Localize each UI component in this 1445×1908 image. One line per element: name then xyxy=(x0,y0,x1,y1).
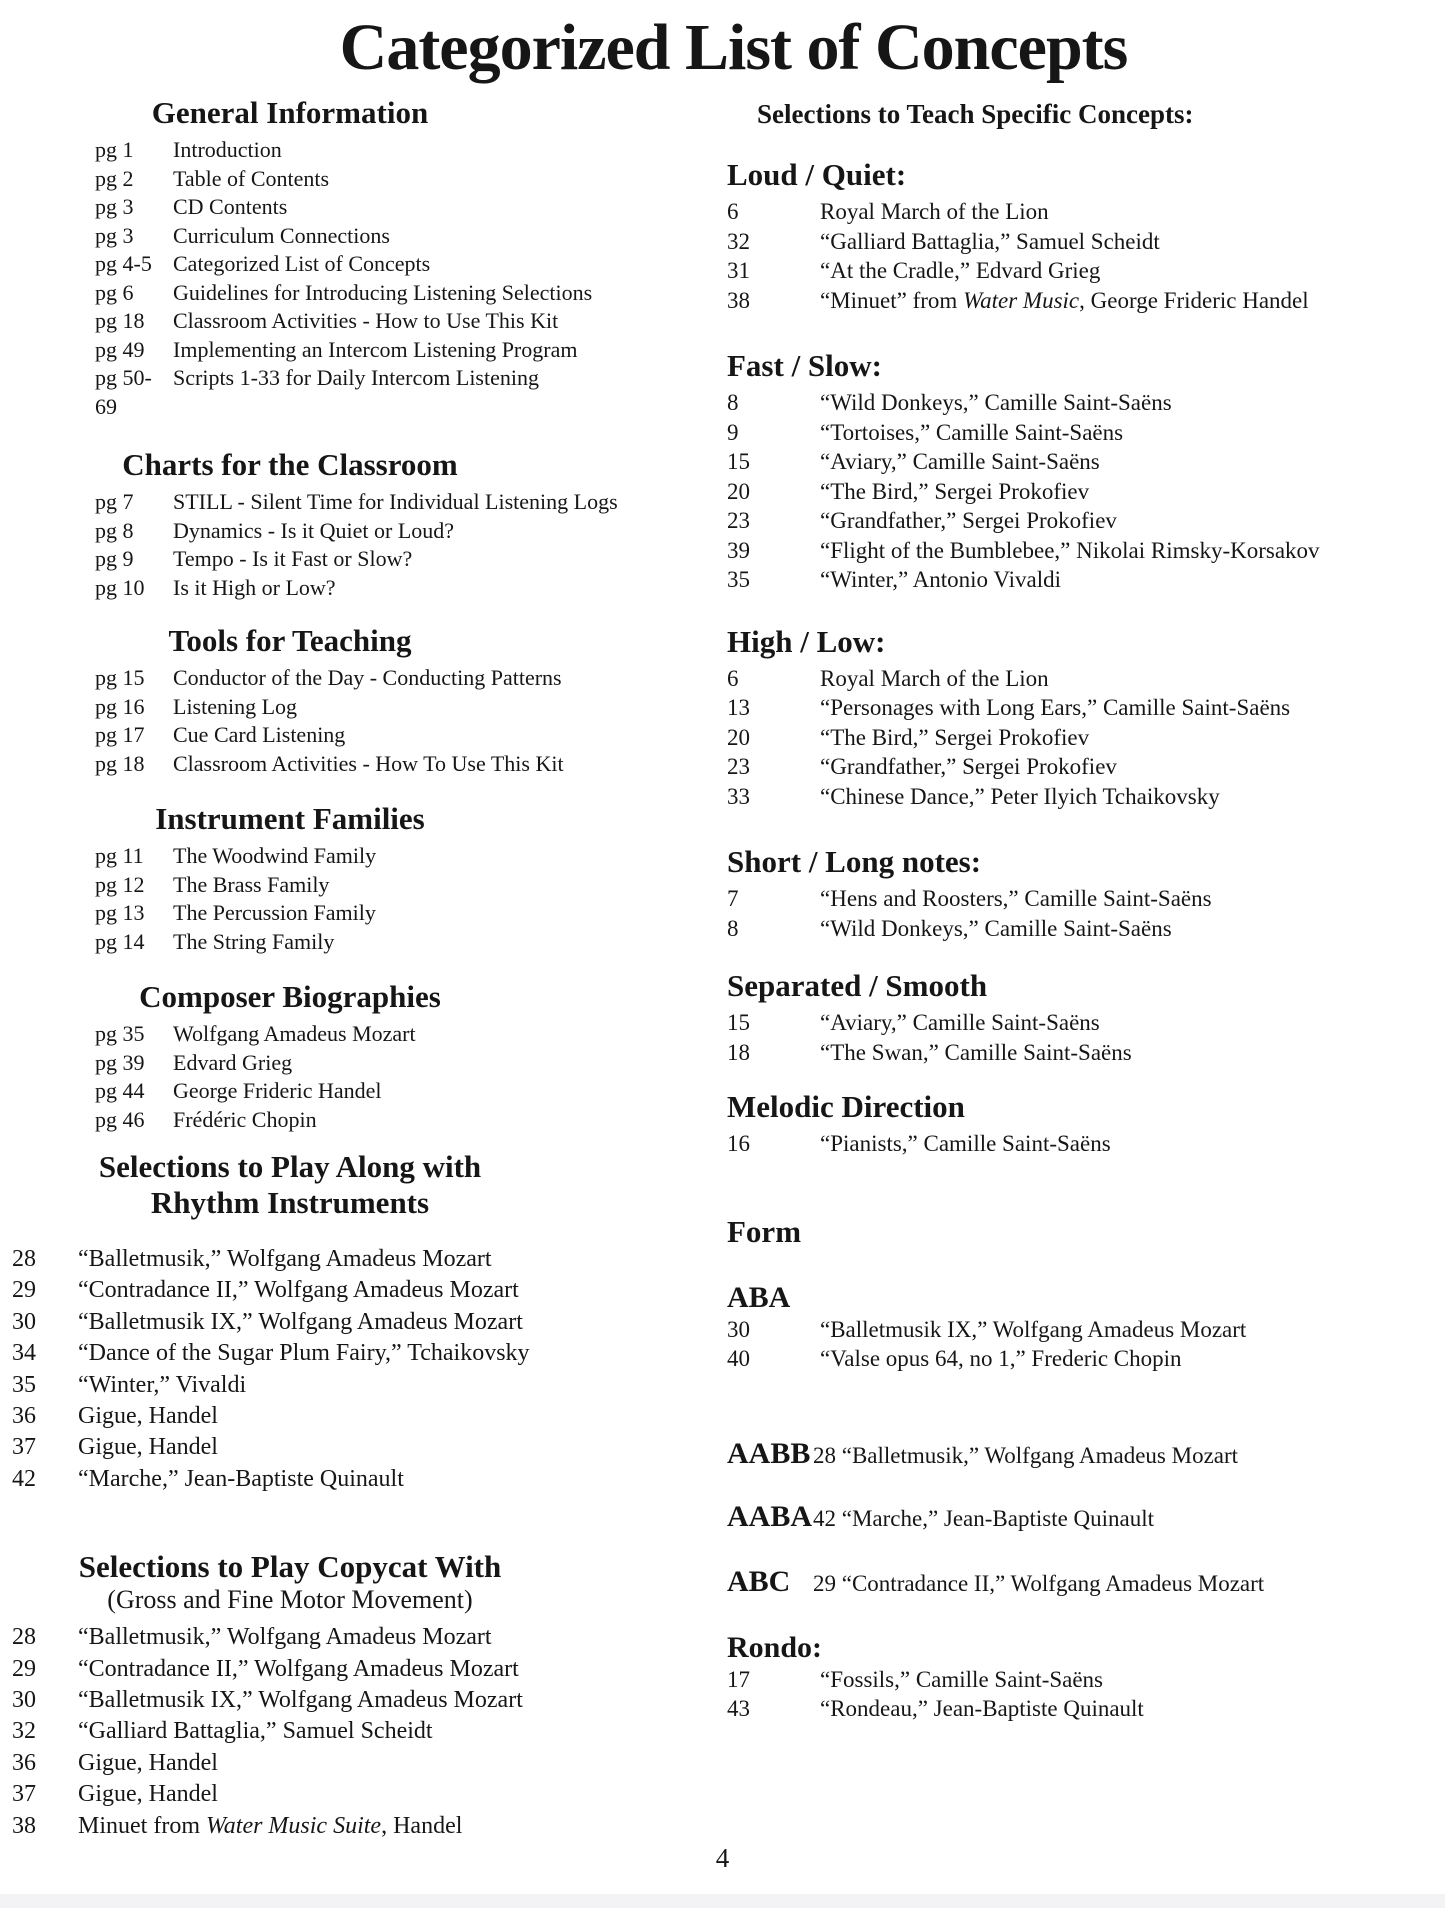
item-text: Royal March of the Lion xyxy=(820,665,1049,691)
item-number: 20 xyxy=(727,478,750,504)
item-number: pg 15 xyxy=(95,665,145,690)
item-number: 9 xyxy=(727,419,739,445)
item-number: 40 xyxy=(727,1346,750,1371)
list-item xyxy=(0,136,695,165)
list-item xyxy=(0,1307,695,1338)
item-text: Gigue, Handel xyxy=(78,1781,218,1808)
item-text: The String Family xyxy=(173,928,335,954)
item-number: 15 xyxy=(727,1010,750,1035)
form-label: ABA xyxy=(727,1280,791,1314)
item-text xyxy=(78,1811,695,1842)
form-label: AABB xyxy=(727,1436,811,1470)
item-number: 16 xyxy=(727,1131,750,1156)
item-text: “Fossils,” Camille Saint-Saëns xyxy=(820,1666,1104,1692)
list-item xyxy=(0,664,695,693)
item-text: “Grandfather,” Sergei Prokofiev xyxy=(820,508,1117,533)
item-number: pg 9 xyxy=(95,546,134,571)
left-column xyxy=(0,0,695,1842)
item-text: “Wild Donkeys,” Camille Saint-Saëns xyxy=(820,915,1172,941)
item-number: 39 xyxy=(727,537,750,563)
list-item xyxy=(0,693,695,722)
section-items xyxy=(0,1020,695,1134)
item-number: 37 xyxy=(12,1781,36,1808)
section-separated-smooth xyxy=(727,969,1445,1067)
page-title: Categorized List of Concepts xyxy=(339,11,1128,84)
item-number: 35 xyxy=(727,567,750,592)
item-text: “Balletmusik IX,” Wolfgang Amadeus Mozart xyxy=(78,1308,523,1335)
list-item xyxy=(0,336,695,365)
section-items xyxy=(727,388,1445,595)
list-item xyxy=(727,418,1445,448)
right-column-heading: Selections to Teach Specific Concepts: xyxy=(757,99,1194,129)
item-text: STILL - Silent Time for Individual Listening Logs xyxy=(173,489,618,514)
item-number: pg 7 xyxy=(95,489,134,514)
list-item xyxy=(0,750,695,779)
section-heading: High / Low: xyxy=(727,623,886,659)
item-text: Categorized List of Concepts xyxy=(173,251,431,276)
item-text: Is it High or Low? xyxy=(173,574,336,600)
item-text: Curriculum Connections xyxy=(173,222,390,248)
list-item xyxy=(0,279,695,308)
list-item xyxy=(0,488,695,517)
item-text: 28 “Balletmusik,” Wolfgang Amadeus Mozart xyxy=(813,1442,1239,1468)
section-items xyxy=(0,1622,695,1842)
section-items xyxy=(727,1665,1445,1724)
list-item xyxy=(727,286,1445,316)
form-subsection-aaba xyxy=(727,1500,1445,1536)
item-text: Dynamics - Is it Quiet or Loud? xyxy=(173,517,455,543)
item-text: “Dance of the Sugar Plum Fairy,” Tchaikovsky xyxy=(78,1340,530,1367)
item-number: pg 49 xyxy=(95,336,145,362)
item-text: “Galliard Battaglia,” Samuel Scheidt xyxy=(820,228,1160,254)
section-items xyxy=(727,884,1445,943)
list-item xyxy=(0,574,695,603)
item-number: 6 xyxy=(727,665,739,691)
list-item xyxy=(0,1275,695,1306)
item-text: “Galliard Battaglia,” Samuel Scheidt xyxy=(78,1718,433,1745)
item-text: Introduction xyxy=(173,137,282,162)
section-items xyxy=(0,664,695,778)
item-text: “Wild Donkeys,” Camille Saint-Saëns xyxy=(820,390,1172,415)
item-text: Classroom Activities - How To Use This Kit xyxy=(173,750,564,776)
right-column xyxy=(727,0,1445,1724)
item-number: 29 xyxy=(12,1277,36,1304)
section-heading: Short / Long notes: xyxy=(727,844,982,879)
list-item xyxy=(727,1008,1445,1038)
list-item xyxy=(0,1020,695,1049)
section-heading-line2: Rhythm Instruments xyxy=(150,1185,430,1220)
item-number: pg 44 xyxy=(95,1078,145,1103)
item-text: Edvard Grieg xyxy=(173,1049,293,1075)
item-number: pg 46 xyxy=(95,1106,145,1132)
list-item xyxy=(0,307,695,336)
item-number: pg 14 xyxy=(95,928,145,954)
list-item xyxy=(727,536,1445,566)
list-item xyxy=(727,664,1445,694)
section-heading: Separated / Smooth xyxy=(727,968,988,1003)
item-number: 38 xyxy=(12,1812,36,1839)
item-text: Frédéric Chopin xyxy=(173,1106,317,1132)
list-item xyxy=(0,1654,695,1685)
item-text: “Winter,” Antonio Vivaldi xyxy=(820,567,1061,592)
item-number: 31 xyxy=(727,258,750,283)
page-number: 4 xyxy=(715,1843,730,1873)
section-heading: Tools for Teaching xyxy=(168,623,412,658)
list-item xyxy=(727,388,1445,418)
section-heading: Composer Biographies xyxy=(139,979,441,1014)
section-items xyxy=(727,1315,1445,1374)
section-heading: Instrument Families xyxy=(155,801,425,836)
section-items xyxy=(0,488,695,602)
section-form xyxy=(727,1215,1445,1724)
section-selections-to-play-along-with xyxy=(0,1149,695,1495)
section-heading: Selections to Play Copycat With xyxy=(78,1549,502,1585)
list-item xyxy=(0,1622,695,1653)
list-item xyxy=(727,227,1445,257)
item-number: 30 xyxy=(727,1316,750,1342)
list-item xyxy=(727,723,1445,753)
item-number: 43 xyxy=(727,1696,750,1721)
item-number: 18 xyxy=(727,1039,750,1065)
item-text: Table of Contents xyxy=(173,165,330,191)
item-number: pg 35 xyxy=(95,1021,145,1046)
section-tools-for-teaching xyxy=(0,623,695,778)
item-number: 23 xyxy=(727,508,750,533)
item-text: Gigue, Handel xyxy=(78,1403,218,1430)
item-number: 42 xyxy=(12,1465,36,1492)
item-number: pg 11 xyxy=(95,843,144,868)
list-item xyxy=(727,1694,1445,1724)
item-text: “Personages with Long Ears,” Camille Saint-Saëns xyxy=(820,695,1291,720)
item-number: 6 xyxy=(727,199,739,224)
form-subsection-aba xyxy=(727,1281,1445,1374)
item-text-pre: Minuet from xyxy=(78,1812,206,1839)
item-number: pg 18 xyxy=(95,308,145,333)
item-text: Royal March of the Lion xyxy=(820,199,1049,224)
item-number: 13 xyxy=(727,695,750,720)
section-heading: General Information xyxy=(151,95,429,130)
section-fast-slow xyxy=(727,349,1445,595)
item-text: Implementing an Intercom Listening Program xyxy=(173,336,578,362)
item-number: pg 17 xyxy=(95,722,145,747)
item-text-italic: Water Music Suite xyxy=(205,1812,382,1839)
list-item xyxy=(0,1779,695,1810)
form-subsection-aabb xyxy=(727,1437,1445,1473)
item-number: 28 xyxy=(12,1624,36,1651)
item-number: pg 1 xyxy=(95,137,134,162)
item-text: Listening Log xyxy=(173,693,298,719)
item-number: pg 13 xyxy=(95,900,145,925)
list-item xyxy=(0,250,695,279)
item-text: “The Swan,” Camille Saint-Saëns xyxy=(820,1039,1132,1065)
section-subheading: (Gross and Fine Motor Movement) xyxy=(107,1585,473,1615)
section-items xyxy=(727,664,1445,812)
section-composer-biographies xyxy=(0,979,695,1134)
item-number: 36 xyxy=(12,1749,36,1776)
item-text: The Percussion Family xyxy=(173,900,376,925)
list-item xyxy=(727,197,1445,227)
item-text: Wolfgang Amadeus Mozart xyxy=(173,1021,416,1046)
item-number: pg 10 xyxy=(95,574,145,600)
item-number: pg 2 xyxy=(95,165,134,191)
item-text: “Winter,” Vivaldi xyxy=(78,1371,247,1398)
item-text-italic: Water Music xyxy=(963,287,1080,313)
item-number: 8 xyxy=(727,915,739,941)
section-items xyxy=(0,136,695,421)
item-number: 8 xyxy=(727,390,739,415)
scan-edge-strip xyxy=(0,1894,1445,1908)
item-text: The Brass Family xyxy=(173,871,330,897)
item-text: “Aviary,” Camille Saint-Saëns xyxy=(820,449,1100,474)
item-text: “Tortoises,” Camille Saint-Saëns xyxy=(820,419,1124,445)
list-item xyxy=(0,1401,695,1432)
list-item xyxy=(727,1344,1445,1374)
list-item xyxy=(727,1665,1445,1695)
section-general-information xyxy=(0,95,695,421)
section-loud-quiet xyxy=(727,158,1445,315)
item-text: Cue Card Listening xyxy=(173,722,346,747)
item-text: “Contradance II,” Wolfgang Amadeus Mozart xyxy=(78,1277,519,1304)
list-item xyxy=(0,517,695,546)
list-item xyxy=(0,1716,695,1747)
list-item xyxy=(0,1464,695,1495)
item-number: pg 3 xyxy=(95,194,134,219)
list-item xyxy=(0,928,695,957)
list-item xyxy=(727,477,1445,507)
list-item xyxy=(0,364,695,421)
list-item xyxy=(0,1685,695,1716)
item-number: 37 xyxy=(12,1434,36,1461)
item-text-post: , Handel xyxy=(381,1812,463,1839)
list-item xyxy=(727,256,1445,286)
form-heading: Form xyxy=(727,1213,802,1249)
item-text: Gigue, Handel xyxy=(78,1749,218,1776)
item-number: pg 50-69 xyxy=(95,365,152,419)
item-number: 36 xyxy=(12,1403,36,1430)
item-text: “Marche,” Jean-Baptiste Quinault xyxy=(78,1465,404,1492)
list-item xyxy=(0,1049,695,1078)
form-subsection-abc xyxy=(727,1565,1445,1601)
item-text: “Balletmusik IX,” Wolfgang Amadeus Mozart xyxy=(78,1687,523,1714)
item-number: pg 39 xyxy=(95,1049,145,1075)
item-text: Scripts 1-33 for Daily Intercom Listening xyxy=(173,365,539,390)
item-text: “Rondeau,” Jean-Baptiste Quinault xyxy=(820,1696,1144,1721)
item-number: 38 xyxy=(727,287,750,313)
item-number: 32 xyxy=(12,1718,36,1745)
list-item xyxy=(727,884,1445,914)
list-item xyxy=(727,565,1445,595)
item-text xyxy=(820,286,1445,316)
item-number: 34 xyxy=(12,1340,36,1367)
item-number: pg 6 xyxy=(95,279,134,305)
item-number: 35 xyxy=(12,1371,36,1398)
item-number: 15 xyxy=(727,449,750,474)
section-high-low xyxy=(727,625,1445,812)
section-instrument-families xyxy=(0,801,695,956)
list-item xyxy=(0,1370,695,1401)
list-item xyxy=(727,447,1445,477)
list-item xyxy=(0,842,695,871)
item-number: 32 xyxy=(727,228,750,254)
item-text: Gigue, Handel xyxy=(78,1434,218,1461)
item-number: 29 xyxy=(12,1655,36,1682)
form-label: ABC xyxy=(727,1564,791,1598)
form-label: Rondo: xyxy=(727,1630,823,1664)
item-number: 7 xyxy=(727,886,739,911)
item-text: 42 “Marche,” Jean-Baptiste Quinault xyxy=(813,1505,1155,1531)
section-items xyxy=(0,842,695,956)
item-text: Conductor of the Day - Conducting Patterns xyxy=(173,665,562,690)
form-subsection-rondo xyxy=(727,1631,1445,1724)
list-item xyxy=(0,721,695,750)
form-inline-row xyxy=(727,1500,1445,1536)
item-text: 29 “Contradance II,” Wolfgang Amadeus Mozart xyxy=(813,1570,1265,1596)
item-number: pg 3 xyxy=(95,222,134,248)
list-item xyxy=(0,899,695,928)
list-item xyxy=(0,1244,695,1275)
list-item xyxy=(727,782,1445,812)
item-number: pg 16 xyxy=(95,693,145,719)
list-item xyxy=(0,1338,695,1369)
list-item xyxy=(727,1129,1445,1159)
item-text: “Valse opus 64, no 1,” Frederic Chopin xyxy=(820,1346,1182,1371)
list-item xyxy=(727,1315,1445,1345)
list-item xyxy=(0,1811,695,1842)
item-number: 20 xyxy=(727,724,750,750)
list-item xyxy=(727,1038,1445,1068)
section-items xyxy=(727,1008,1445,1067)
section-items xyxy=(727,1129,1445,1159)
section-short-long-notes xyxy=(727,845,1445,943)
list-item xyxy=(0,1432,695,1463)
item-text-pre: “Minuet” from xyxy=(820,287,964,313)
list-item xyxy=(0,1748,695,1779)
list-item xyxy=(0,545,695,574)
item-text: “Pianists,” Camille Saint-Saëns xyxy=(820,1131,1111,1156)
item-text: “Contradance II,” Wolfgang Amadeus Mozart xyxy=(78,1655,519,1682)
item-number: 28 xyxy=(12,1246,36,1272)
item-number: pg 12 xyxy=(95,871,145,897)
item-text: Classroom Activities - How to Use This Kit xyxy=(173,308,559,333)
item-number: pg 8 xyxy=(95,517,134,543)
list-item xyxy=(0,871,695,900)
list-item xyxy=(0,165,695,194)
section-heading: Loud / Quiet: xyxy=(727,157,907,192)
item-number: 30 xyxy=(12,1308,36,1335)
item-text: Tempo - Is it Fast or Slow? xyxy=(173,546,413,571)
section-heading: Selections to Play Along with xyxy=(98,1149,482,1184)
item-text: “At the Cradle,” Edvard Grieg xyxy=(820,258,1101,283)
item-text: CD Contents xyxy=(173,194,288,219)
item-text: “Flight of the Bumblebee,” Nikolai Rimsky-Korsakov xyxy=(820,537,1320,563)
form-inline-row xyxy=(727,1565,1445,1601)
item-number: 17 xyxy=(727,1666,750,1692)
item-text: The Woodwind Family xyxy=(173,843,377,868)
section-heading: Melodic Direction xyxy=(727,1089,965,1124)
item-text: “Chinese Dance,” Peter Ilyich Tchaikovsky xyxy=(820,783,1220,809)
item-text: “Balletmusik,” Wolfgang Amadeus Mozart xyxy=(78,1246,492,1272)
item-text: “Aviary,” Camille Saint-Saëns xyxy=(820,1010,1100,1035)
list-item xyxy=(727,914,1445,944)
form-inline-row xyxy=(727,1437,1445,1473)
item-text: “Hens and Roosters,” Camille Saint-Saëns xyxy=(820,886,1212,911)
section-heading: Fast / Slow: xyxy=(727,348,882,383)
list-item xyxy=(727,506,1445,536)
list-item xyxy=(0,1106,695,1135)
list-item xyxy=(727,752,1445,782)
item-text: “Grandfather,” Sergei Prokofiev xyxy=(820,754,1117,779)
item-number: 33 xyxy=(727,783,750,809)
section-charts-for-the-classroom xyxy=(0,447,695,602)
item-text: Guidelines for Introducing Listening Selections xyxy=(173,279,593,305)
item-number: pg 4-5 xyxy=(95,251,152,276)
list-item xyxy=(0,222,695,251)
item-text: “Balletmusik,” Wolfgang Amadeus Mozart xyxy=(78,1624,492,1651)
item-text: George Frideric Handel xyxy=(173,1078,382,1103)
item-text: “Balletmusik IX,” Wolfgang Amadeus Mozart xyxy=(820,1316,1247,1342)
item-text: “The Bird,” Sergei Prokofiev xyxy=(820,724,1090,750)
section-heading: Charts for the Classroom xyxy=(122,447,458,482)
item-number: 30 xyxy=(12,1687,36,1714)
item-text: “The Bird,” Sergei Prokofiev xyxy=(820,478,1090,504)
section-melodic-direction xyxy=(727,1090,1445,1159)
item-text-post: , George Frideric Handel xyxy=(1079,287,1309,313)
list-item xyxy=(727,693,1445,723)
form-label: AABA xyxy=(727,1499,813,1533)
list-item xyxy=(0,1077,695,1106)
item-number: 23 xyxy=(727,754,750,779)
item-number: pg 18 xyxy=(95,750,145,776)
list-item xyxy=(0,193,695,222)
section-items xyxy=(0,1244,695,1495)
section-items xyxy=(727,197,1445,315)
section-selections-to-play-copycat-with xyxy=(0,1549,695,1842)
